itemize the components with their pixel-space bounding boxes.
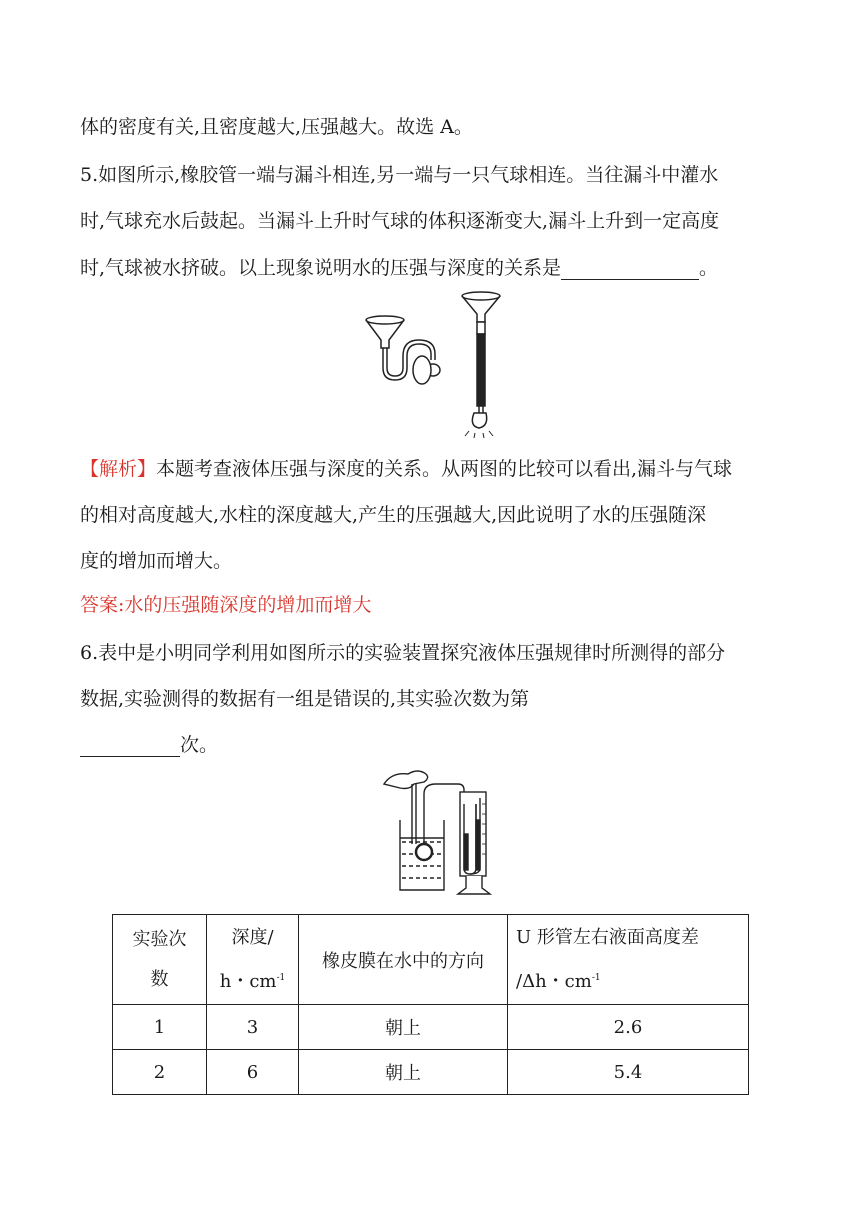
question-6-line-1: 6.表中是小明同学利用如图所示的实验装置探究液体压强规律时所测得的部分 <box>80 642 726 664</box>
data-table <box>112 914 749 1095</box>
header-trial-b: 数 <box>150 968 169 990</box>
continuation-line: 体的密度有关,且密度越大,压强越大。故选 A。 <box>80 116 473 138</box>
hand-icon <box>384 771 428 789</box>
answer-blank-q6[interactable] <box>80 734 180 757</box>
question-5-line-2: 时,气球充水后鼓起。当漏斗上升时气球的体积逐渐变大,漏斗上升到一定高度 <box>80 210 720 232</box>
header-height-diff <box>508 915 749 1005</box>
header-depth <box>207 915 299 1005</box>
header-trial <box>113 915 207 1005</box>
question-5-end: 。 <box>699 257 719 279</box>
question-5-line-3 <box>80 253 718 280</box>
cell-depth: 6 <box>207 1050 299 1095</box>
cell-depth: 3 <box>207 1005 299 1050</box>
table-row <box>113 1005 749 1050</box>
header-direction: 橡皮膜在水中的方向 <box>299 915 508 1005</box>
u-tube-figure <box>378 764 498 898</box>
left-funnel <box>366 316 440 384</box>
question-5-text: 时,气球被水挤破。以上现象说明水的压强与深度的关系是 <box>80 257 562 279</box>
analysis-text: 本题考查液体压强与深度的关系。从两图的比较可以看出,漏斗与气球 <box>156 458 733 480</box>
cell-direction: 朝上 <box>299 1050 508 1095</box>
header-height-diff-unit-text: /Δh・cm <box>516 970 592 992</box>
header-height-diff-a: U 形管左右液面高度差 <box>516 926 699 948</box>
analysis-line-1 <box>80 454 732 481</box>
table-header-row <box>113 915 749 1005</box>
cell-height-diff: 2.6 <box>508 1005 749 1050</box>
header-trial-a: 实验次 <box>132 928 187 950</box>
question-6-line-3 <box>80 730 218 757</box>
cell-trial: 2 <box>113 1050 207 1095</box>
answer-tag: 答案 <box>80 594 119 616</box>
cell-direction: 朝上 <box>299 1005 508 1050</box>
answer-blank[interactable] <box>561 257 699 280</box>
answer-text: :水的压强随深度的增加而增大 <box>118 594 372 616</box>
question-5-line-1: 5.如图所示,橡胶管一端与漏斗相连,另一端与一只气球相连。当往漏斗中灌水 <box>80 164 719 186</box>
header-depth-unit <box>207 958 298 1002</box>
right-funnel <box>462 292 500 438</box>
header-depth-unit-text: h・cm <box>219 970 277 992</box>
analysis-line-2: 的相对高度越大,水柱的深度越大,产生的压强越大,因此说明了水的压强随深 <box>80 504 707 526</box>
table-row <box>113 1050 749 1095</box>
question-6-end: 次。 <box>180 734 219 756</box>
header-height-diff-unit-sup: -1 <box>591 972 601 983</box>
cell-height-diff: 5.4 <box>508 1050 749 1095</box>
header-depth-unit-sup: -1 <box>276 972 286 983</box>
answer-line <box>80 590 371 617</box>
analysis-line-3: 度的增加而增大。 <box>80 550 233 572</box>
cell-trial: 1 <box>113 1005 207 1050</box>
header-height-diff-unit <box>516 958 748 1002</box>
header-depth-a: 深度/ <box>231 926 274 948</box>
question-6-line-2: 数据,实验测得的数据有一组是错误的,其实验次数为第 <box>80 688 530 710</box>
analysis-tag: 【解析】 <box>80 458 157 480</box>
funnel-balloon-figure <box>355 288 525 438</box>
